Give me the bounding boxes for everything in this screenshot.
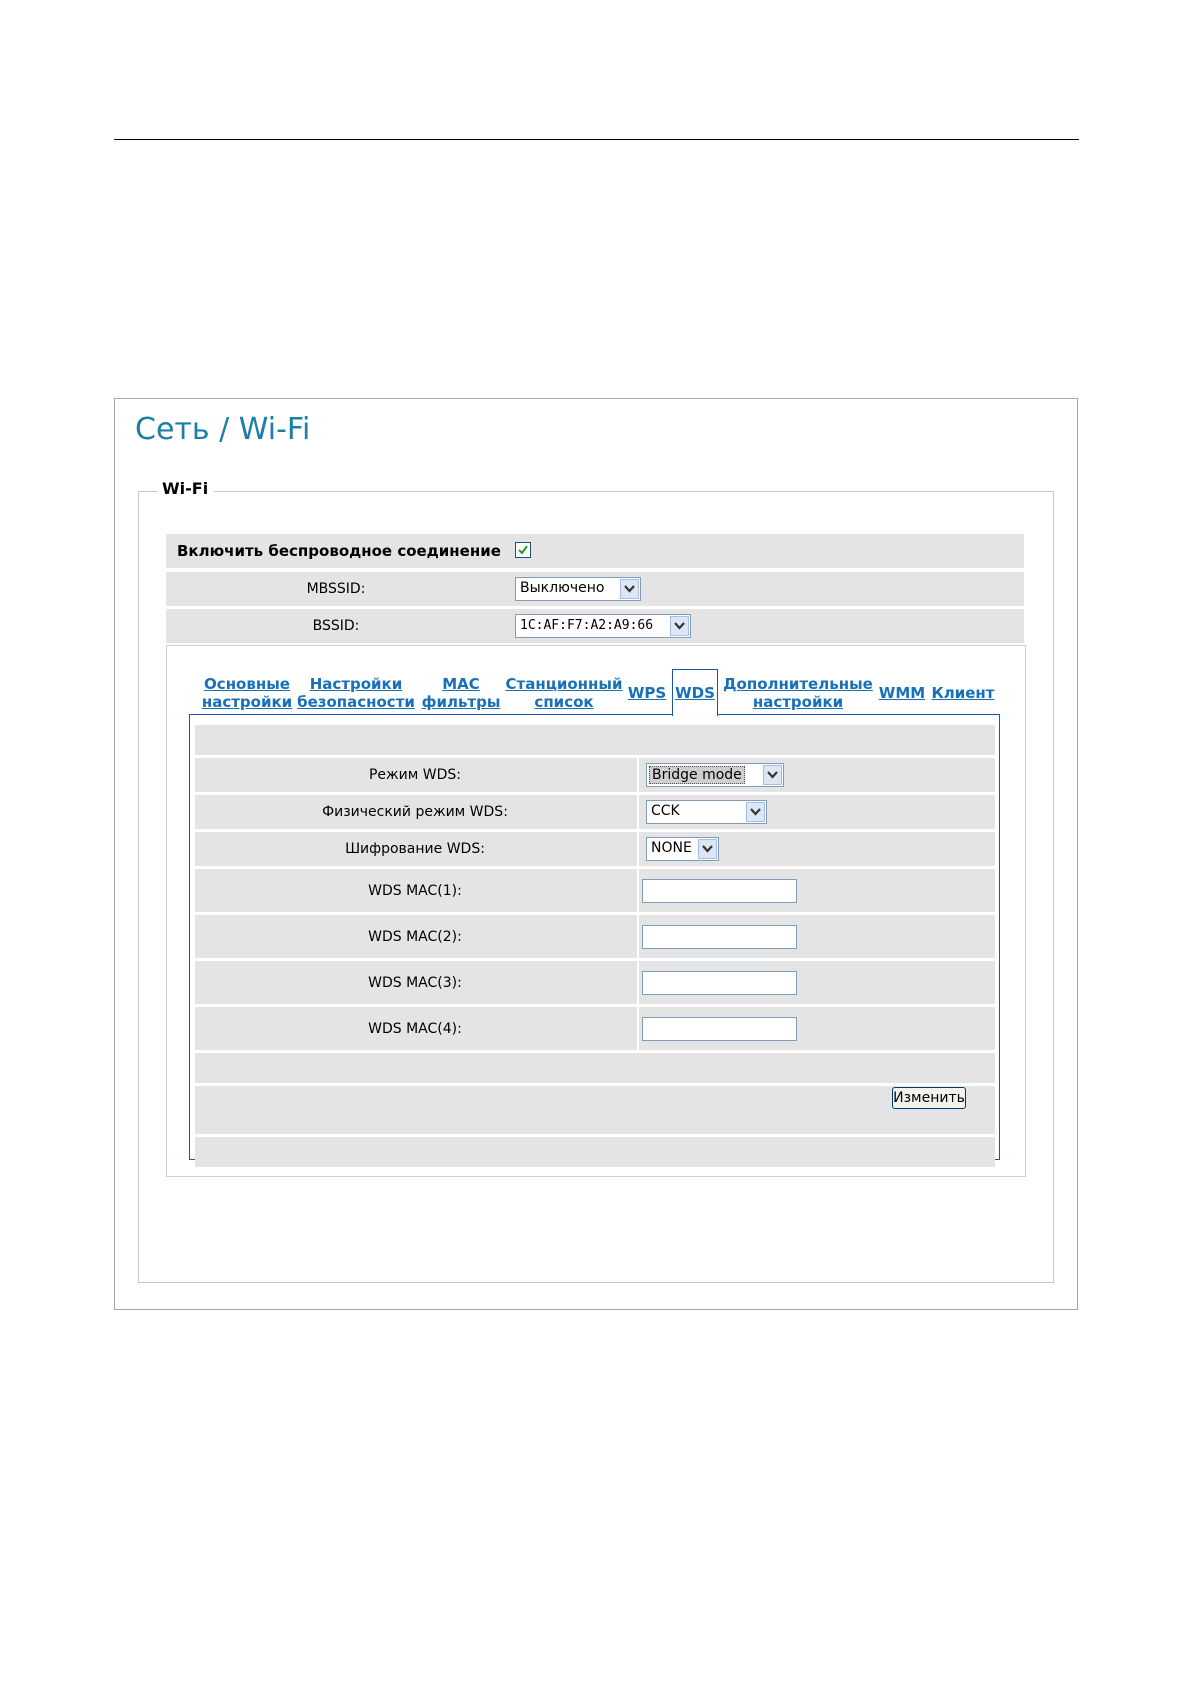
mbssid-select[interactable] [515,577,641,601]
chevron-down-icon [620,579,639,599]
tab-station-list[interactable] [505,674,623,712]
wds-mode-select[interactable] [646,763,784,787]
mbssid-selected: Выключено [520,580,605,596]
tab-label: фильтры [421,693,501,711]
top-rule [114,139,1079,140]
wds-mode-row [195,758,995,792]
tab-label: Клиент [931,684,995,702]
tab-label: MAC [442,675,480,693]
wds-phy-mode-row [195,795,995,829]
tab-label: безопасности [297,693,415,711]
wds-mac3-input[interactable] [642,971,797,995]
wds-mac1-row [195,869,995,912]
wds-mode-selected: Bridge mode [649,766,745,784]
wds-phy-mode-selected: CCK [651,803,680,819]
wds-mac2-row [195,915,995,958]
enable-wireless-checkbox[interactable] [515,542,531,558]
change-button[interactable]: Изменить [892,1087,966,1109]
wds-mac4-row [195,1007,995,1050]
enable-wireless-value [511,534,1024,568]
bssid-select[interactable] [515,614,691,638]
tab-label: настройки [752,693,844,711]
tab-security-settings[interactable] [296,674,416,712]
tab-wmm[interactable] [877,674,927,712]
tab-wds[interactable] [672,669,718,716]
tab-label: WPS [627,684,667,702]
tab-advanced-settings[interactable] [722,674,874,712]
tab-wps[interactable] [627,674,667,712]
tab-label: WMM [878,684,926,702]
button-row [195,1086,995,1134]
wds-phy-mode-label: Физический режим WDS: [322,804,508,820]
tab-label: список [534,693,594,711]
tab-client[interactable] [931,674,995,712]
chevron-down-icon [746,802,765,822]
wds-mac3-label: WDS MAC(3): [368,974,462,991]
page-title: Сеть / Wi-Fi [135,412,311,447]
panel-spacer-top [195,725,995,755]
tab-label: настройки [201,693,293,711]
wds-mac4-label: WDS MAC(4): [368,1020,462,1037]
wds-mac1-input[interactable] [642,879,797,903]
tab-mac-filters[interactable] [421,674,501,712]
tab-label: WDS [675,684,715,702]
enable-wireless-row [166,534,1024,568]
bssid-label: BSSID: [312,618,360,634]
chevron-down-icon [763,765,782,785]
wds-encryption-select[interactable] [646,837,719,861]
wds-mac2-input[interactable] [642,925,797,949]
tab-label: Дополнительные [723,675,873,693]
bssid-selected: 1C:AF:F7:A2:A9:66 [520,618,654,633]
checkmark-icon [517,544,529,556]
wds-mac4-input[interactable] [642,1017,797,1041]
tab-label: Станционный [505,675,623,693]
mbssid-row [166,572,1024,606]
tab-label: Основные [204,675,290,693]
wds-mode-label: Режим WDS: [368,767,461,783]
tab-label: Настройки [309,675,403,693]
panel-spacer-bottom [195,1137,995,1167]
panel-spacer-middle [195,1053,995,1083]
bssid-row [166,609,1024,643]
wds-encryption-selected: NONE [651,840,692,856]
wds-phy-mode-select[interactable] [646,800,767,824]
enable-wireless-label: Включить беспроводное соединение [177,542,501,560]
mbssid-label: MBSSID: [306,581,366,597]
wds-encryption-row [195,832,995,866]
wds-mac1-label: WDS MAC(1): [368,882,462,899]
wds-mac3-row [195,961,995,1004]
chevron-down-icon [698,839,717,859]
chevron-down-icon [670,616,689,636]
tab-basic-settings[interactable] [203,674,291,712]
wds-encryption-label: Шифрование WDS: [345,841,485,857]
group-legend: Wi-Fi [158,479,214,498]
wds-mac2-label: WDS MAC(2): [368,928,462,945]
